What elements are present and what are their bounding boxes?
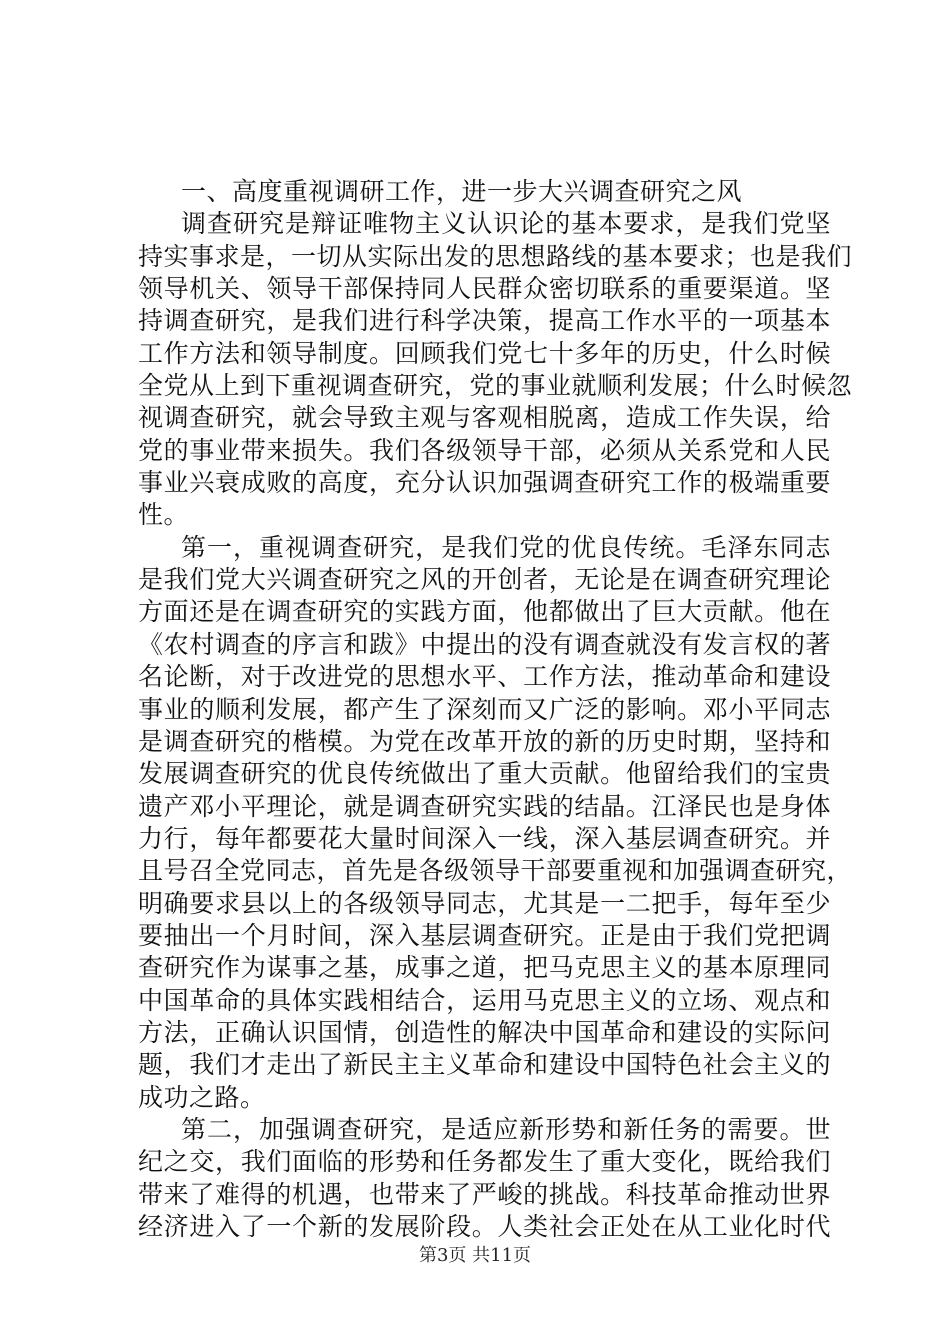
text-line: 题，我们才走出了新民主主义革命和建设中国特色社会主义的 — [138, 1050, 831, 1080]
text-line: 全党从上到下重视调查研究，党的事业就顺利发展；什么时候忽 — [138, 371, 853, 401]
text-line: 要抽出一个月时间，深入基层调查研究。正是由于我们党把调 — [138, 920, 831, 950]
text-line: 力行，每年都要花大量时间深入一线，深入基层调查研究。并 — [138, 823, 831, 853]
text-line: 持调查研究，是我们进行科学决策，提高工作水平的一项基本 — [138, 306, 831, 336]
text-line: 明确要求县以上的各级领导同志，尤其是一二把手，每年至少 — [138, 888, 831, 918]
text-line: 领导机关、领导干部保持同人民群众密切联系的重要渠道。坚 — [138, 274, 831, 304]
text-line: 持实事求是，一切从实际出发的思想路线的基本要求；也是我们 — [138, 241, 853, 271]
text-line: 是调查研究的楷模。为党在改革开放的新的历史时期，坚持和 — [138, 726, 831, 756]
text-line: 视调查研究，就会导致主观与客观相脱离，造成工作失误，给 — [138, 403, 831, 433]
text-line: 方面还是在调查研究的实践方面，他都做出了巨大贡献。他在 — [138, 597, 831, 627]
text-line: 工作方法和领导制度。回顾我们党七十多年的历史，什么时候 — [138, 338, 831, 368]
text-line: 查研究作为谋事之基，成事之道，把马克思主义的基本原理同 — [138, 953, 831, 983]
text-line: 性。 — [138, 500, 190, 530]
text-line: 经济进入了一个新的发展阶段。人类社会正处在从工业化时代 — [138, 1212, 831, 1241]
page-footer: 第3页 共11页 — [418, 1245, 532, 1266]
text-line: 一、高度重视调研工作，进一步大兴调查研究之风 — [181, 177, 743, 206]
document-body — [138, 176, 853, 1243]
text-line: 中国革命的具体实践相结合，运用马克思主义的立场、观点和 — [138, 985, 831, 1015]
text-line: 党的事业带来损失。我们各级领导干部，必须从关系党和人民 — [138, 435, 831, 465]
text-line: 是我们党大兴调查研究之风的开创者，无论是在调查研究理论 — [138, 565, 831, 595]
text-line: 方法，正确认识国情，创造性的解决中国革命和建设的实际问 — [138, 1017, 831, 1047]
text-line: 纪之交，我们面临的形势和任务都发生了重大变化，既给我们 — [138, 1147, 831, 1177]
text-line: 成功之路。 — [138, 1082, 266, 1112]
text-line: 遗产邓小平理论，就是调查研究实践的结晶。江泽民也是身体 — [138, 791, 831, 821]
text-line: 事业兴衰成败的高度，充分认识加强调查研究工作的极端重要 — [138, 468, 831, 498]
text-line: 名论断，对于改进党的思想水平、工作方法，推动革命和建设 — [138, 662, 831, 692]
text-line: 《农村调查的序言和跋》中提出的没有调查就没有发言权的著 — [138, 629, 831, 659]
text-line: 事业的顺利发展，都产生了深刻而又广泛的影响。邓小平同志 — [138, 694, 831, 724]
text-line: 带来了难得的机遇，也带来了严峻的挑战。科技革命推动世界 — [138, 1179, 831, 1209]
text-line: 且号召全党同志，首先是各级领导干部要重视和加强调查研究， — [138, 856, 853, 886]
text-line: 发展调查研究的优良传统做出了重大贡献。他留给我们的宝贵 — [138, 759, 831, 789]
text-line: 调查研究是辩证唯物主义认识论的基本要求，是我们党坚 — [181, 209, 831, 239]
text-line: 第二，加强调查研究，是适应新形势和新任务的需要。世 — [181, 1114, 831, 1144]
text-line: 第一，重视调查研究，是我们党的优良传统。毛泽东同志 — [181, 532, 831, 562]
